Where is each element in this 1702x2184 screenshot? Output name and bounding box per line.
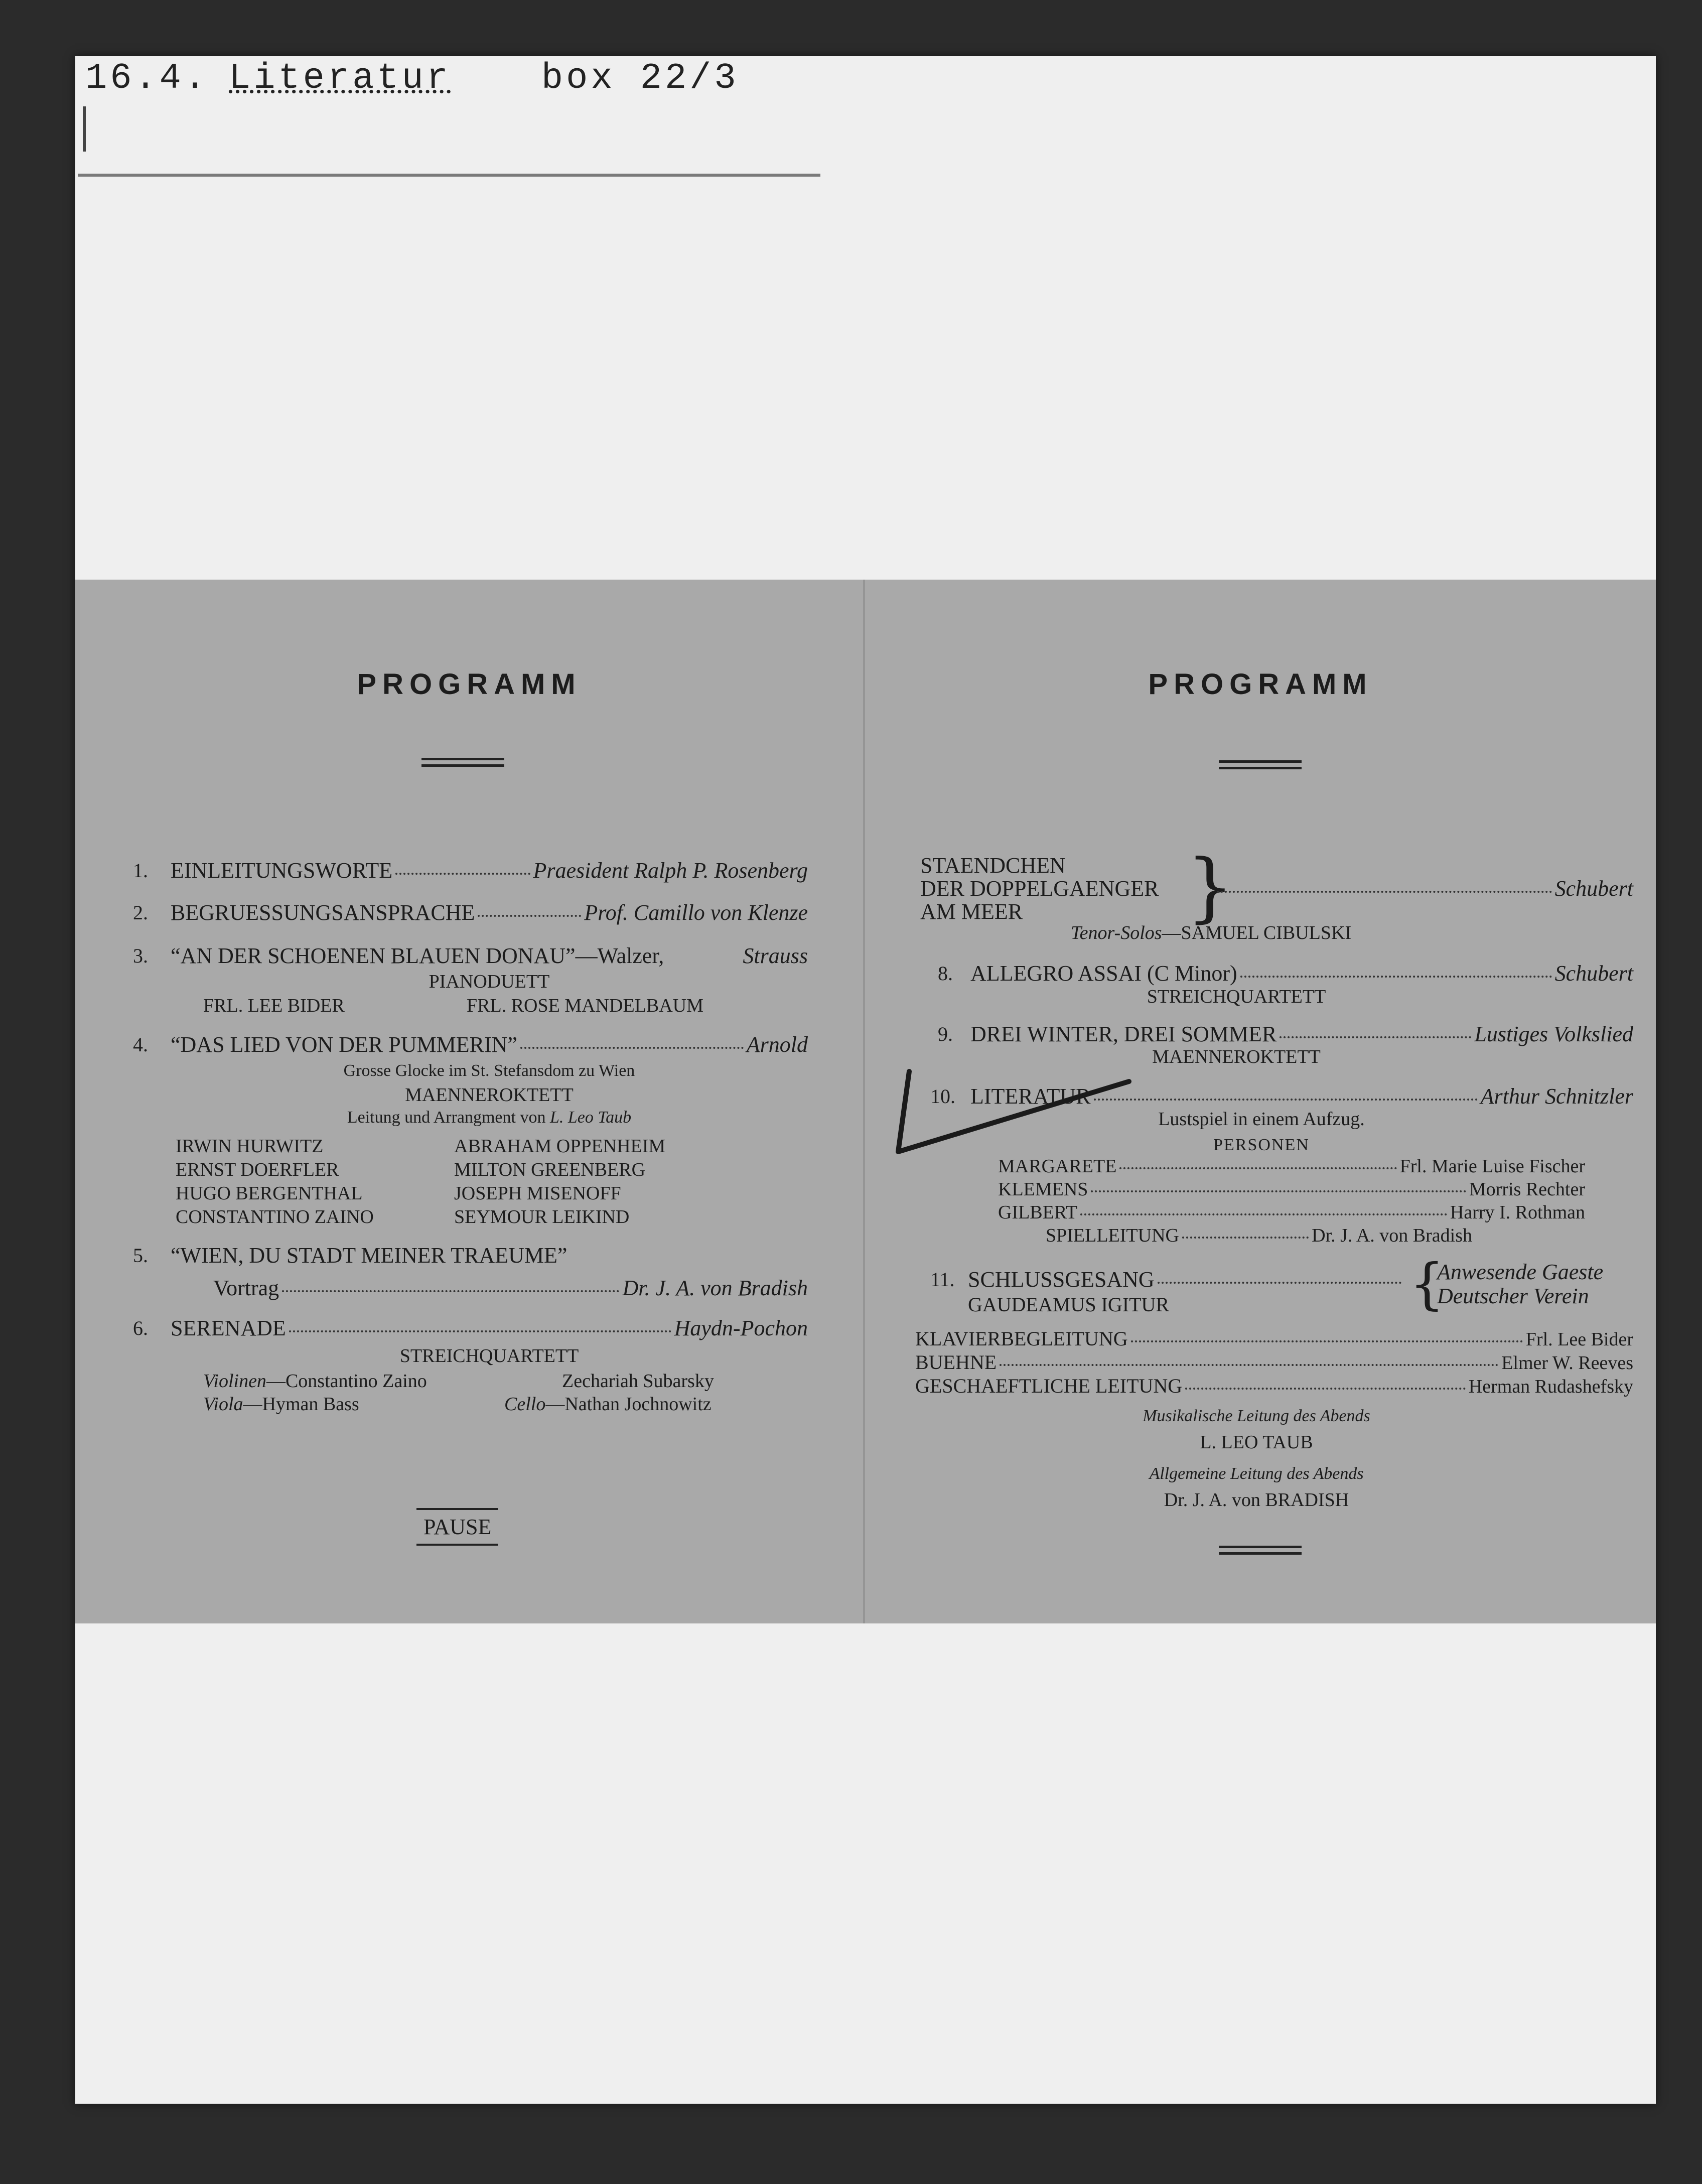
- item-credit: Haydn-Pochon: [674, 1316, 808, 1340]
- double-rule-bottom: [1219, 1546, 1302, 1555]
- item-credit: Anwesende Gaeste: [1437, 1260, 1604, 1284]
- singer: SEYMOUR LEIKIND: [454, 1206, 630, 1227]
- staff-row: [915, 1329, 1633, 1349]
- item-credit: Arnold: [746, 1032, 808, 1057]
- item-subtitle: Grosse Glocke im St. Stefansdom zu Wien: [343, 1061, 635, 1080]
- solo-role: Tenor-Solos: [1071, 922, 1162, 943]
- program-item-3: [171, 945, 808, 967]
- item-subtitle: Lustspiel in einem Aufzug.: [1158, 1109, 1365, 1130]
- arranger-name: L. Leo Taub: [549, 1108, 632, 1127]
- program-item-1: [171, 860, 808, 882]
- musician: Viola—Hyman Bass: [203, 1394, 359, 1415]
- double-rule-right: [1219, 760, 1302, 769]
- solo-name: SAMUEL CIBULSKI: [1181, 922, 1352, 943]
- songs-credit-line: [1214, 878, 1633, 900]
- musician-name: Hyman Bass: [262, 1394, 359, 1415]
- program-item-2: [171, 902, 808, 924]
- item-title: DREI WINTER, DREI SOMMER: [970, 1022, 1277, 1046]
- cast-actor: Frl. Marie Luise Fischer: [1399, 1156, 1585, 1177]
- item-credit: Prof. Camillo von Klenze: [584, 900, 808, 925]
- item-number: 1.: [133, 859, 148, 882]
- staff-label: BUEHNE: [915, 1351, 997, 1374]
- item-subtitle: Tenor-Solos—SAMUEL CIBULSKI: [1071, 922, 1352, 943]
- singer: CONSTANTINO ZAINO: [176, 1206, 374, 1227]
- cast-role: MARGARETE: [998, 1156, 1117, 1177]
- singer: IRWIN HURWITZ: [176, 1136, 324, 1157]
- item-number: 11.: [930, 1268, 955, 1291]
- singer: ERNST DOERFLER: [176, 1159, 339, 1180]
- item-number: 2.: [133, 901, 148, 924]
- direction-name: Dr. J. A. von Bradish: [1312, 1225, 1472, 1246]
- direction-row: [1046, 1226, 1472, 1245]
- item-subtitle: MAENNEROKTETT: [1152, 1046, 1321, 1067]
- item-subtitle: MAENNEROKTETT: [405, 1084, 574, 1106]
- item-title: “DAS LIED VON DER PUMMERIN”: [171, 1032, 517, 1057]
- item-number: 6.: [133, 1317, 148, 1339]
- pause-label: PAUSE: [416, 1508, 498, 1546]
- item-subtitle: STREICHQUARTETT: [399, 1345, 579, 1367]
- program-item-9: [970, 1023, 1633, 1045]
- item-title: “AN DER SCHOENEN BLAUEN DONAU”—Walzer,: [171, 943, 664, 968]
- direction-label: SPIELLEITUNG: [1046, 1225, 1179, 1246]
- musician-name: Constantino Zaino: [285, 1371, 427, 1392]
- musician: Zechariah Subarsky: [562, 1371, 714, 1392]
- cast-actor: Harry I. Rothman: [1450, 1202, 1585, 1223]
- archive-label: [85, 58, 739, 99]
- header-rule: [78, 174, 820, 177]
- song-title: AM MEER: [920, 899, 1023, 924]
- item-subtitle: [171, 1109, 808, 1126]
- item-credit: Arthur Schnitzler: [1480, 1084, 1633, 1109]
- program-item-11: [968, 1269, 1404, 1291]
- staff-name: Elmer W. Reeves: [1501, 1352, 1633, 1374]
- item-credit: Schubert: [1554, 876, 1633, 901]
- item-number: 9.: [938, 1023, 953, 1045]
- musician-role: Cello: [504, 1394, 546, 1415]
- program-item-4: [171, 1034, 808, 1056]
- program-item-6: [171, 1317, 808, 1339]
- item-credit: Strauss: [743, 943, 808, 968]
- item-title: SCHLUSSGESANG: [968, 1267, 1155, 1292]
- brace-songs: }: [1186, 844, 1234, 931]
- item-title: EINLEITUNGSWORTE: [171, 858, 393, 883]
- item-number: 10.: [930, 1085, 955, 1108]
- archive-title: Literatur: [229, 58, 451, 99]
- item-subtitle: STREICHQUARTETT: [1147, 986, 1326, 1007]
- item-title: BEGRUESSUNGSANSPRACHE: [171, 900, 475, 925]
- performer: FRL. ROSE MANDELBAUM: [467, 995, 703, 1016]
- musician: Violinen—Constantino Zaino: [203, 1371, 427, 1392]
- double-rule-left: [421, 758, 504, 767]
- item-subtitle: PERSONEN: [1213, 1136, 1310, 1154]
- item-title: LITERATUR: [970, 1084, 1091, 1109]
- archive-box: box 22/3: [541, 58, 739, 99]
- staff-label: KLAVIERBEGLEITUNG: [915, 1327, 1128, 1350]
- musical-director: L. LEO TAUB: [1200, 1432, 1313, 1453]
- item-title: “WIEN, DU STADT MEINER TRAEUME”: [171, 1243, 568, 1268]
- staff-name: Herman Rudashefsky: [1468, 1376, 1633, 1397]
- singer: ABRAHAM OPPENHEIM: [454, 1136, 666, 1157]
- general-direction-label: Allgemeine Leitung des Abends: [1149, 1464, 1364, 1483]
- handwritten-check-mark: [893, 1066, 1134, 1157]
- item-title: ALLEGRO ASSAI (C Minor): [970, 961, 1237, 986]
- song-title: DER DOPPELGAENGER: [920, 876, 1159, 901]
- item-number: 3.: [133, 944, 148, 967]
- staff-row: [915, 1376, 1633, 1396]
- item-title-2: GAUDEAMUS IGITUR: [968, 1293, 1170, 1316]
- archive-number: 16.4.: [85, 58, 209, 99]
- singer: MILTON GREENBERG: [454, 1159, 646, 1180]
- cast-role: GILBERT: [998, 1202, 1078, 1223]
- item-credit: Dr. J. A. von Bradish: [622, 1276, 808, 1300]
- staff-label: GESCHAEFTLICHE LEITUNG: [915, 1375, 1183, 1397]
- program-sheet: [75, 580, 1656, 1623]
- musician: Cello—Nathan Jochnowitz: [504, 1394, 712, 1415]
- staff-row: [915, 1352, 1633, 1373]
- brace-schluss: {: [1409, 1252, 1445, 1316]
- musician-role: Violinen: [203, 1371, 266, 1392]
- program-heading-left: PROGRAMM: [357, 668, 582, 701]
- arranger-prefix: Leitung und Arrangment von: [347, 1108, 546, 1127]
- item-number: 8.: [938, 962, 953, 985]
- cast-row: [998, 1203, 1585, 1222]
- musical-direction-label: Musikalische Leitung des Abends: [1143, 1407, 1370, 1425]
- program-heading-right: PROGRAMM: [1148, 668, 1373, 701]
- song-title: STAENDCHEN: [920, 853, 1066, 878]
- item-title: SERENADE: [171, 1316, 286, 1340]
- musician-role: Viola: [203, 1394, 243, 1415]
- item-credit: Praesident Ralph P. Rosenberg: [533, 858, 808, 883]
- cast-row: [998, 1180, 1585, 1199]
- program-item-8: [970, 963, 1633, 985]
- cast-role: KLEMENS: [998, 1179, 1088, 1200]
- program-left-panel: [75, 580, 863, 1623]
- cast-row: [998, 1157, 1585, 1176]
- item-number: 4.: [133, 1033, 148, 1056]
- header-tick-mark: [83, 106, 86, 152]
- item-number: 5.: [133, 1244, 148, 1267]
- item-subtitle: PIANODUETT: [429, 971, 550, 992]
- program-item-5-line: [213, 1277, 808, 1299]
- staff-name: Frl. Lee Bider: [1525, 1329, 1633, 1350]
- item-credit: Lustiges Volkslied: [1474, 1022, 1633, 1046]
- general-director: Dr. J. A. von BRADISH: [1164, 1489, 1349, 1511]
- item-credit: Deutscher Verein: [1437, 1284, 1589, 1308]
- musician-name: Nathan Jochnowitz: [564, 1394, 712, 1415]
- cast-actor: Morris Rechter: [1469, 1179, 1585, 1200]
- singer: HUGO BERGENTHAL: [176, 1183, 363, 1204]
- singer: JOSEPH MISENOFF: [454, 1183, 621, 1204]
- item-credit: Schubert: [1554, 961, 1633, 986]
- item-label: Vortrag: [213, 1276, 279, 1300]
- performer: FRL. LEE BIDER: [203, 995, 345, 1016]
